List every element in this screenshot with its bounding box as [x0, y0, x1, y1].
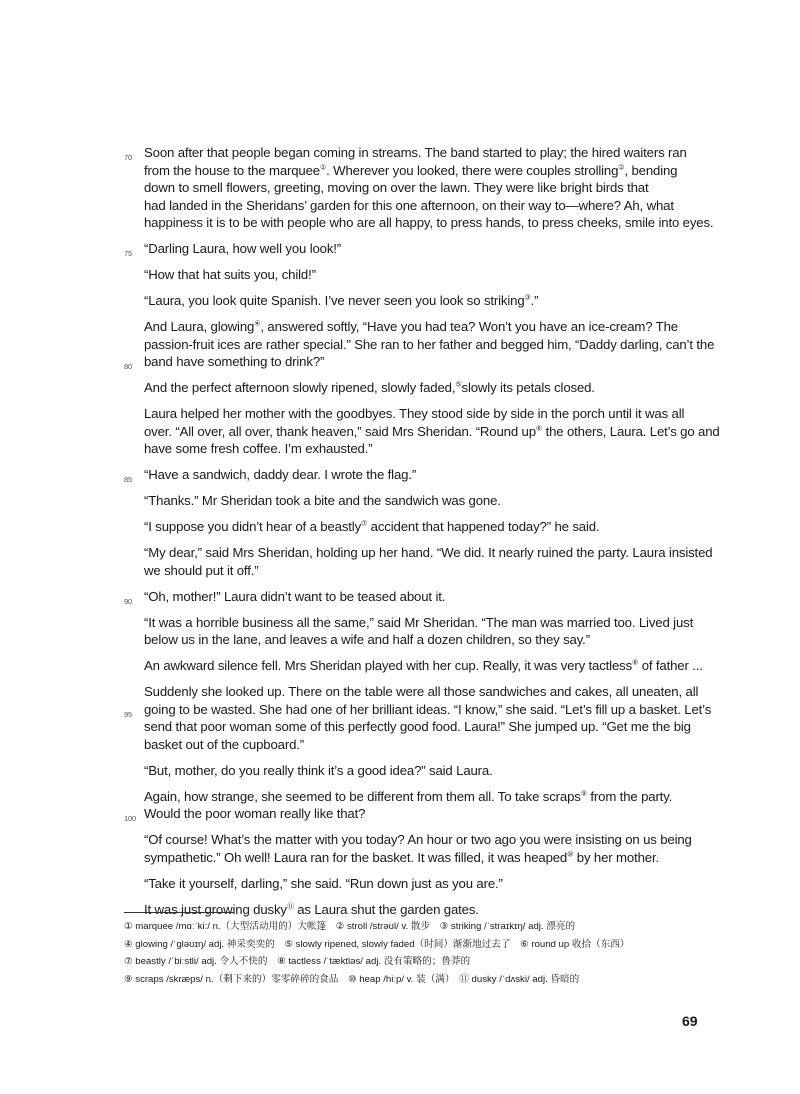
text-line: “I suppose you didn’t hear of a beastly⑦ accident that happened today?” he said. — [144, 519, 600, 534]
paragraph — [144, 405, 720, 458]
paragraph — [144, 292, 710, 310]
paragraph — [144, 518, 710, 536]
text-line: basket out of the cupboard.” — [144, 736, 305, 752]
text-line: An awkward silence fell. Mrs Sheridan played with her cup. Really, it was very tactless⑧ of father ... — [144, 658, 703, 673]
text-line: “Thanks.” Mr Sheridan took a bite and the sandwich was gone. — [144, 493, 501, 508]
text-line: we should put it off.” — [144, 562, 259, 578]
text-line: sympathetic.” Oh well! Laura ran for the basket. It was filled, it was heaped⑩ by her mother. — [144, 849, 659, 865]
line-number: 95 — [124, 709, 133, 719]
footnote-line: ④ glowing /ˈɡləʊɪŋ/ adj. 神采奕奕的 ⑤ slowly ripened, slowly faded（时间）渐渐地过去了 ⑥ round up 收拾（东西） — [124, 938, 630, 950]
text-line: going to be wasted. She had one of her brilliant ideas. “I know,” she said. “Let’s fill up a basket. Let’s 95 — [144, 701, 710, 719]
line-number: 70 — [124, 153, 133, 162]
text-line: Again, how strange, she seemed to be different from them all. To take scraps⑨ from the party. — [144, 788, 673, 804]
text-line: Would the poor woman really like that? 100 — [144, 805, 710, 823]
footnote-marker: ③ — [524, 294, 531, 302]
paragraph — [124, 144, 714, 232]
text-line: And Laura, glowing④, answered softly, “Have you had tea? Won’t you have an ice-cream? The — [144, 319, 678, 334]
text-line: “But, mother, do you really think it’s a good idea?” said Laura. — [144, 762, 493, 778]
footnote-marker: ① — [320, 164, 327, 172]
line-number: 90 — [124, 596, 133, 606]
paragraph — [144, 614, 710, 649]
text-line: had landed in the Sheridans’ garden for this one afternoon, on their way to—where? Ah, what — [144, 197, 674, 213]
paragraph — [144, 544, 713, 579]
footnote-marker: ⑦ — [361, 520, 368, 528]
paragraph — [124, 588, 710, 606]
paragraph — [124, 683, 712, 753]
paragraph — [144, 266, 710, 284]
paragraph — [124, 466, 710, 484]
footnote-rule — [124, 912, 234, 913]
text-line: “It was a horrible business all the same,” said Mr Sheridan. “The man was married too. Lived just — [144, 614, 694, 630]
footnote-line: ① marquee /mɑːˈkiː/ n.（大型活动用的）大帐篷 ② stroll /strəʊl/ v. 散步 ③ striking /ˈstraɪkɪŋ/ adj. 漂亮的 — [124, 921, 576, 932]
text-line: “Laura, you look quite Spanish. I’ve never seen you look so striking③.” — [144, 293, 539, 308]
text-line: send that poor woman some of this perfectly good food. Laura!” She jumped up. “Get me the big — [144, 719, 691, 734]
line-number: 100 — [124, 814, 137, 823]
text-line: “My dear,” said Mrs Sheridan, holding up her hand. “We did. It nearly ruined the party. Laura insisted — [144, 545, 713, 560]
line-number: 75 — [124, 249, 133, 258]
paragraph — [124, 318, 715, 371]
text-line: “Oh, mother!” Laura didn’t want to be teased about it. 90 — [144, 588, 710, 606]
line-number: 85 — [124, 475, 133, 484]
text-line: from the house to the marquee①. Wherever you looked, there were couples strolling②, bending — [144, 162, 678, 178]
footnote-marker: ⑧ — [632, 659, 639, 667]
paragraph — [144, 762, 710, 780]
paragraph — [144, 831, 710, 866]
story-text — [124, 144, 720, 927]
text-line: passion-fruit ices are rather special.” She ran to her father and begged him, “Daddy darling, can’t the — [144, 336, 715, 352]
footnote-marker: ⑨ — [580, 790, 587, 798]
footnote-line: ⑦ beastly /ˈbiːstli/ adj. 令人不快的 ⑧ tactless /ˈtæktləs/ adj. 没有策略的；鲁莽的 — [124, 956, 471, 967]
paragraph — [144, 379, 710, 397]
footnote-marker: ⑪ — [286, 903, 294, 911]
footnote-marker: ⑤ — [455, 381, 462, 389]
text-line: have some fresh coffee. I’m exhausted.” — [144, 441, 373, 456]
text-line: “Have a sandwich, daddy dear. I wrote the flag.” 85 — [144, 466, 710, 484]
footnote-marker: ② — [618, 164, 625, 172]
text-line: down to smell flowers, greeting, moving on over the lawn. They were like bright birds that — [144, 180, 649, 195]
text-line: happiness it is to be with people who are all happy, to press hands, to press cheeks, smile into eyes. — [144, 215, 714, 230]
text-line: “Of course! What’s the matter with you today? An hour or two ago you were insisting on us being — [144, 832, 692, 847]
text-line: “How that hat suits you, child!” — [144, 267, 316, 282]
text-line: Soon after that people began coming in streams. The band started to play; the hired waiters ran 70 — [144, 144, 710, 162]
text-line: Suddenly she looked up. There on the table were all those sandwiches and cakes, all uneaten, all — [144, 684, 699, 699]
paragraph — [144, 875, 710, 893]
footnote-marker: ⑥ — [535, 425, 543, 433]
footnotes — [124, 918, 724, 988]
text-line: below us in the lane, and leaves a wife and half a dozen children, so they say.” — [144, 632, 590, 647]
paragraph — [144, 901, 710, 919]
text-line: “Darling Laura, how well you look!” 75 — [144, 240, 710, 258]
text-line: “Take it yourself, darling,” she said. “Run down just as you are.” — [144, 875, 503, 891]
text-line: It was just growing dusky⑪ as Laura shut the garden gates. — [144, 901, 479, 917]
text-line: over. “All over, all over, thank heaven,” said Mrs Sheridan. “Round up⑥ the others, Laura. Let’s go and — [144, 423, 720, 439]
page-number: 69 — [682, 1013, 698, 1029]
line-number: 80 — [124, 362, 133, 371]
paragraph — [124, 788, 710, 823]
text-line: Laura helped her mother with the goodbyes. They stood side by side in the porch until it was all — [144, 406, 685, 421]
text-line: band have something to drink?” 80 — [144, 353, 710, 371]
footnote-marker: ⑩ — [567, 851, 574, 859]
paragraph — [144, 492, 710, 510]
footnote-line: ⑨ scraps /skræps/ n.（剩下来的）零零碎碎的食品 ⑩ heap /hiːp/ v. 装（满） ⑪ dusky /ˈdʌski/ adj. 昏暗的 — [124, 973, 580, 985]
paragraph — [124, 240, 710, 258]
footnote-marker: ④ — [254, 320, 261, 328]
paragraph — [144, 657, 710, 675]
text-line: And the perfect afternoon slowly ripened, slowly faded,⑤slowly its petals closed. — [144, 380, 595, 395]
